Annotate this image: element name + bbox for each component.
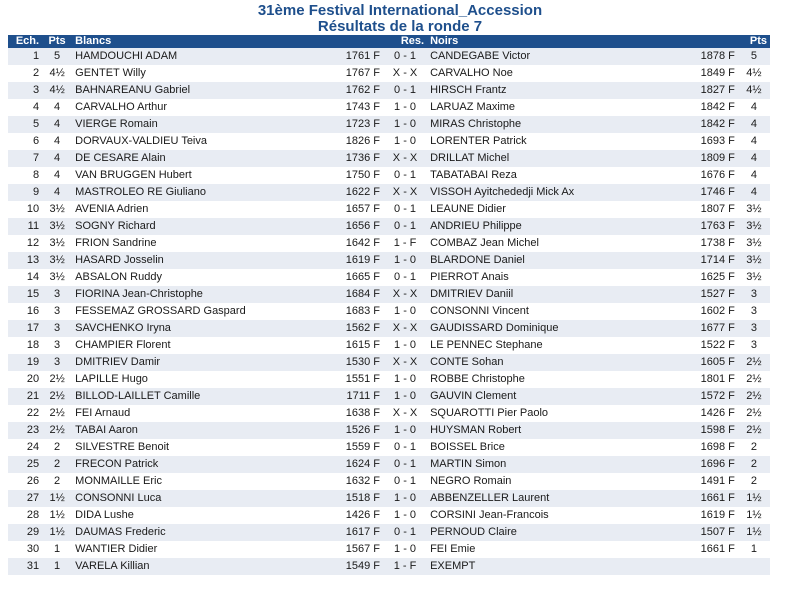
table-row [8,167,770,184]
white-points: 3 [42,354,72,371]
white-player: FIORINA Jean-Christophe [72,286,329,303]
white-player: ABSALON Ruddy [72,269,329,286]
white-rating: 1622 F [329,184,383,201]
white-rating: 1632 F [329,473,383,490]
white-rating: 1567 F [329,541,383,558]
table-row [8,99,770,116]
col-header-black-rating [684,35,738,48]
white-player: DAUMAS Frederic [72,524,329,541]
black-rating: 1807 F [684,201,738,218]
black-player: CONTE Sohan [427,354,684,371]
black-points: 1½ [738,507,770,524]
black-rating: 1598 F [684,422,738,439]
result: X - X [383,405,427,422]
white-rating: 1624 F [329,456,383,473]
black-points: 5 [738,48,770,65]
black-points: 3 [738,320,770,337]
board-number: 23 [8,422,42,439]
black-player: ROBBE Christophe [427,371,684,388]
black-rating: 1605 F [684,354,738,371]
black-points: 3 [738,337,770,354]
col-header-white: Blancs [72,35,329,48]
result: 1 - 0 [383,541,427,558]
result: 0 - 1 [383,439,427,456]
table-row [8,541,770,558]
black-rating: 1696 F [684,456,738,473]
black-points: 2½ [738,405,770,422]
black-points: 2 [738,473,770,490]
board-number: 29 [8,524,42,541]
black-points: 3½ [738,201,770,218]
white-points: 4½ [42,82,72,99]
result: 0 - 1 [383,269,427,286]
white-rating: 1559 F [329,439,383,456]
table-row [8,201,770,218]
table-row [8,371,770,388]
col-header-result: Res. [383,35,427,48]
white-points: 1 [42,558,72,575]
white-player: CHAMPIER Florent [72,337,329,354]
board-number: 3 [8,82,42,99]
black-rating: 1849 F [684,65,738,82]
black-rating: 1714 F [684,252,738,269]
black-points: 1½ [738,490,770,507]
black-player: PIERROT Anais [427,269,684,286]
black-player: EXEMPT [427,558,684,575]
table-row [8,558,770,575]
white-rating: 1665 F [329,269,383,286]
white-player: VIERGE Romain [72,116,329,133]
result: 0 - 1 [383,48,427,65]
black-rating: 1842 F [684,99,738,116]
white-points: 3½ [42,235,72,252]
result: 1 - 0 [383,337,427,354]
table-row [8,507,770,524]
black-rating: 1693 F [684,133,738,150]
black-rating: 1602 F [684,303,738,320]
result: X - X [383,286,427,303]
board-number: 1 [8,48,42,65]
white-points: 1½ [42,507,72,524]
result: 0 - 1 [383,201,427,218]
table-row [8,48,770,65]
white-player: DMITRIEV Damir [72,354,329,371]
result: 1 - 0 [383,116,427,133]
black-player: DRILLAT Michel [427,150,684,167]
white-player: HASARD Josselin [72,252,329,269]
col-header-board: Ech. [8,35,42,48]
white-points: 1 [42,541,72,558]
black-player: LARUAZ Maxime [427,99,684,116]
white-rating: 1657 F [329,201,383,218]
white-points: 4 [42,133,72,150]
white-rating: 1642 F [329,235,383,252]
white-points: 3½ [42,269,72,286]
board-number: 7 [8,150,42,167]
white-points: 2 [42,473,72,490]
white-rating: 1684 F [329,286,383,303]
black-points: 4 [738,150,770,167]
white-points: 3 [42,337,72,354]
black-points: 3½ [738,218,770,235]
white-points: 3½ [42,218,72,235]
result: X - X [383,354,427,371]
result: X - X [383,320,427,337]
result: X - X [383,150,427,167]
board-number: 24 [8,439,42,456]
black-points: 3½ [738,269,770,286]
board-number: 28 [8,507,42,524]
black-player: CANDEGABE Victor [427,48,684,65]
result: 1 - 0 [383,507,427,524]
black-player: CONSONNI Vincent [427,303,684,320]
black-points [738,558,770,575]
table-row [8,456,770,473]
board-number: 9 [8,184,42,201]
black-points: 4 [738,99,770,116]
black-points: 1 [738,541,770,558]
board-number: 11 [8,218,42,235]
black-rating: 1507 F [684,524,738,541]
table-row [8,65,770,82]
black-player: HUYSMAN Robert [427,422,684,439]
white-player: FEI Arnaud [72,405,329,422]
black-points: 2 [738,456,770,473]
table-row [8,82,770,99]
white-points: 3½ [42,252,72,269]
result: 0 - 1 [383,82,427,99]
white-player: VAN BRUGGEN Hubert [72,167,329,184]
table-row [8,490,770,507]
table-row [8,252,770,269]
table-row [8,269,770,286]
result: 1 - 0 [383,133,427,150]
black-player: TABATABAI Reza [427,167,684,184]
white-player: BILLOD-LAILLET Camille [72,388,329,405]
table-row [8,320,770,337]
result: 0 - 1 [383,167,427,184]
white-points: 4½ [42,65,72,82]
black-points: 1½ [738,524,770,541]
black-rating: 1676 F [684,167,738,184]
black-player: GAUVIN Clement [427,388,684,405]
black-rating: 1491 F [684,473,738,490]
black-points: 2½ [738,422,770,439]
black-rating: 1625 F [684,269,738,286]
page-title: 31ème Festival International_Accession [257,2,543,19]
black-player: PERNOUD Claire [427,524,684,541]
table-row [8,286,770,303]
board-number: 18 [8,337,42,354]
table-row [8,388,770,405]
black-rating: 1842 F [684,116,738,133]
result: 1 - 0 [383,252,427,269]
result: X - X [383,65,427,82]
white-points: 4 [42,150,72,167]
result: X - X [383,184,427,201]
black-rating: 1619 F [684,507,738,524]
black-points: 3 [738,303,770,320]
board-number: 12 [8,235,42,252]
white-player: SAVCHENKO Iryna [72,320,329,337]
page-subtitle: Résultats de la ronde 7 [317,18,483,35]
result: 0 - 1 [383,524,427,541]
white-points: 1½ [42,490,72,507]
black-points: 2½ [738,354,770,371]
white-points: 3 [42,286,72,303]
white-player: AVENIA Adrien [72,201,329,218]
white-player: CONSONNI Luca [72,490,329,507]
white-rating: 1426 F [329,507,383,524]
table-header-row [8,35,770,48]
results-table [8,35,770,575]
white-rating: 1826 F [329,133,383,150]
white-rating: 1683 F [329,303,383,320]
white-points: 4 [42,99,72,116]
white-player: SILVESTRE Benoit [72,439,329,456]
table-row [8,303,770,320]
black-player: GAUDISSARD Dominique [427,320,684,337]
black-player: MARTIN Simon [427,456,684,473]
white-player: TABAI Aaron [72,422,329,439]
board-number: 15 [8,286,42,303]
black-player: LEAUNE Didier [427,201,684,218]
board-number: 4 [8,99,42,116]
result: 1 - F [383,558,427,575]
white-points: 3 [42,320,72,337]
black-rating: 1827 F [684,82,738,99]
black-player: LORENTER Patrick [427,133,684,150]
white-points: 3½ [42,201,72,218]
white-player: FRECON Patrick [72,456,329,473]
black-player: LE PENNEC Stephane [427,337,684,354]
white-player: FRION Sandrine [72,235,329,252]
white-points: 2½ [42,405,72,422]
white-rating: 1617 F [329,524,383,541]
white-player: GENTET Willy [72,65,329,82]
black-rating: 1763 F [684,218,738,235]
black-player: FEI Emie [427,541,684,558]
black-rating: 1426 F [684,405,738,422]
black-player: HIRSCH Frantz [427,82,684,99]
white-rating: 1530 F [329,354,383,371]
white-player: HAMDOUCHI ADAM [72,48,329,65]
table-row [8,422,770,439]
table-row [8,116,770,133]
table-row [8,354,770,371]
white-player: MONMAILLE Eric [72,473,329,490]
black-points: 4 [738,184,770,201]
white-rating: 1723 F [329,116,383,133]
black-rating [684,558,738,575]
black-rating: 1527 F [684,286,738,303]
black-player: CORSINI Jean-Francois [427,507,684,524]
white-points: 2½ [42,371,72,388]
black-rating: 1801 F [684,371,738,388]
black-player: DMITRIEV Daniil [427,286,684,303]
result: 1 - 0 [383,490,427,507]
col-header-black-points: Pts [738,35,770,48]
black-points: 4 [738,167,770,184]
black-player: VISSOH Ayitchededji Mick Ax [427,184,684,201]
black-player: NEGRO Romain [427,473,684,490]
white-points: 2½ [42,422,72,439]
black-rating: 1677 F [684,320,738,337]
black-rating: 1878 F [684,48,738,65]
result: 1 - 0 [383,422,427,439]
board-number: 27 [8,490,42,507]
black-points: 3½ [738,252,770,269]
board-number: 31 [8,558,42,575]
board-number: 22 [8,405,42,422]
black-rating: 1572 F [684,388,738,405]
black-player: ANDRIEU Philippe [427,218,684,235]
black-rating: 1746 F [684,184,738,201]
board-number: 25 [8,456,42,473]
board-number: 21 [8,388,42,405]
white-rating: 1743 F [329,99,383,116]
black-points: 3 [738,286,770,303]
table-row [8,184,770,201]
black-points: 3½ [738,235,770,252]
white-player: VARELA Killian [72,558,329,575]
white-player: WANTIER Didier [72,541,329,558]
table-row [8,150,770,167]
white-points: 4 [42,167,72,184]
board-number: 2 [8,65,42,82]
black-points: 4½ [738,65,770,82]
result: 1 - 0 [383,371,427,388]
white-rating: 1551 F [329,371,383,388]
white-rating: 1549 F [329,558,383,575]
table-row [8,439,770,456]
white-points: 1½ [42,524,72,541]
black-rating: 1698 F [684,439,738,456]
board-number: 14 [8,269,42,286]
black-points: 2 [738,439,770,456]
white-points: 4 [42,116,72,133]
white-rating: 1526 F [329,422,383,439]
black-points: 2½ [738,371,770,388]
white-rating: 1518 F [329,490,383,507]
table-row [8,218,770,235]
white-player: SOGNY Richard [72,218,329,235]
white-rating: 1750 F [329,167,383,184]
white-player: FESSEMAZ GROSSARD Gaspard [72,303,329,320]
black-points: 4 [738,116,770,133]
white-rating: 1736 F [329,150,383,167]
white-points: 2½ [42,388,72,405]
black-rating: 1661 F [684,541,738,558]
col-header-white-points: Pts [42,35,72,48]
black-player: ABBENZELLER Laurent [427,490,684,507]
white-player: BAHNAREANU Gabriel [72,82,329,99]
col-header-white-rating [329,35,383,48]
board-number: 5 [8,116,42,133]
board-number: 6 [8,133,42,150]
black-rating: 1738 F [684,235,738,252]
result: 1 - 0 [383,99,427,116]
board-number: 19 [8,354,42,371]
white-rating: 1656 F [329,218,383,235]
white-rating: 1619 F [329,252,383,269]
table-row [8,405,770,422]
white-player: DORVAUX-VALDIEU Teiva [72,133,329,150]
white-points: 2 [42,439,72,456]
result: 1 - 0 [383,303,427,320]
result: 0 - 1 [383,473,427,490]
white-rating: 1562 F [329,320,383,337]
white-rating: 1711 F [329,388,383,405]
black-player: CARVALHO Noe [427,65,684,82]
board-number: 17 [8,320,42,337]
white-player: MASTROLEO RE Giuliano [72,184,329,201]
result: 1 - 0 [383,388,427,405]
white-player: LAPILLE Hugo [72,371,329,388]
white-rating: 1761 F [329,48,383,65]
white-points: 3 [42,303,72,320]
table-row [8,473,770,490]
white-rating: 1767 F [329,65,383,82]
black-player: MIRAS Christophe [427,116,684,133]
board-number: 30 [8,541,42,558]
white-player: DIDA Lushe [72,507,329,524]
table-row [8,524,770,541]
black-rating: 1661 F [684,490,738,507]
black-points: 2½ [738,388,770,405]
white-rating: 1762 F [329,82,383,99]
black-points: 4 [738,133,770,150]
white-rating: 1638 F [329,405,383,422]
black-player: BLARDONE Daniel [427,252,684,269]
result: 1 - F [383,235,427,252]
table-body [8,48,770,575]
board-number: 26 [8,473,42,490]
black-player: COMBAZ Jean Michel [427,235,684,252]
board-number: 16 [8,303,42,320]
board-number: 8 [8,167,42,184]
result: 0 - 1 [383,456,427,473]
black-player: BOISSEL Brice [427,439,684,456]
white-rating: 1615 F [329,337,383,354]
col-header-black: Noirs [427,35,684,48]
table-row [8,133,770,150]
result: 0 - 1 [383,218,427,235]
table-row [8,337,770,354]
black-points: 4½ [738,82,770,99]
white-player: CARVALHO Arthur [72,99,329,116]
board-number: 20 [8,371,42,388]
board-number: 10 [8,201,42,218]
white-player: DE CESARE Alain [72,150,329,167]
white-points: 2 [42,456,72,473]
board-number: 13 [8,252,42,269]
white-points: 4 [42,184,72,201]
black-player: SQUAROTTI Pier Paolo [427,405,684,422]
black-rating: 1809 F [684,150,738,167]
table-row [8,235,770,252]
white-points: 5 [42,48,72,65]
black-rating: 1522 F [684,337,738,354]
